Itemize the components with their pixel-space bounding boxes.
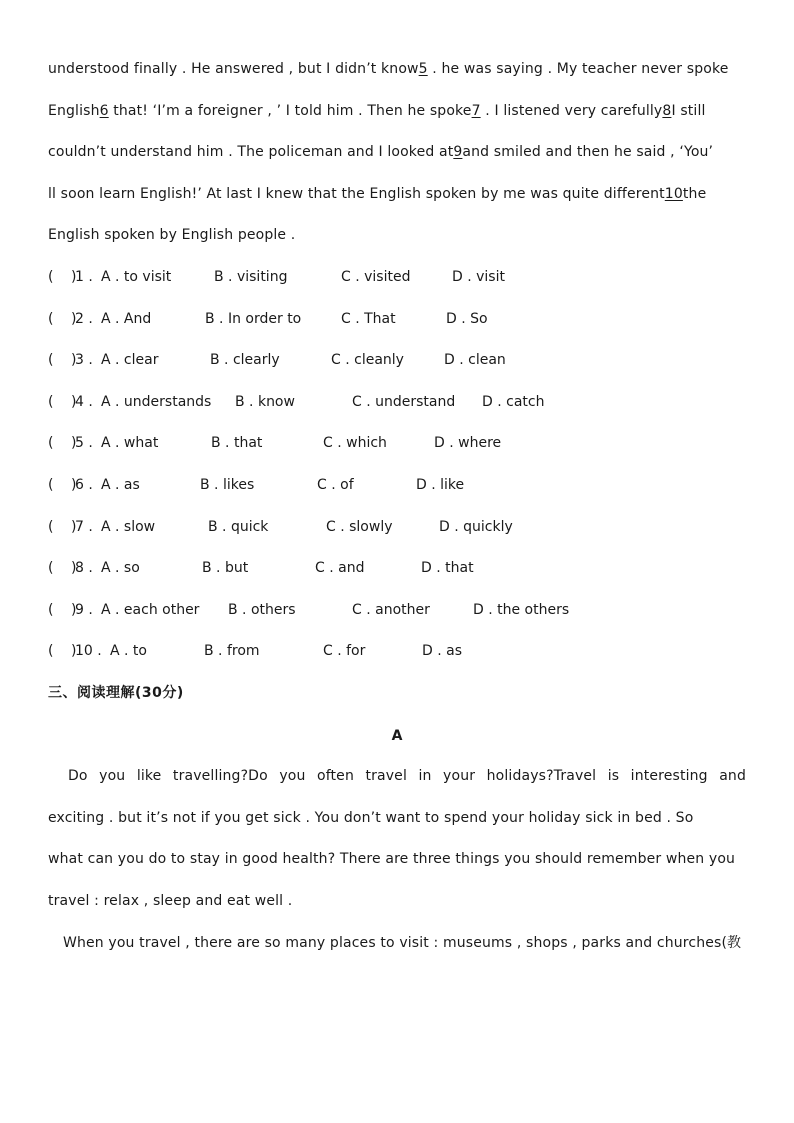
question-7: ( ) 7 . A . slow B . quick C . slowly D . quickly: [48, 519, 513, 535]
option-c: C . and: [315, 560, 365, 576]
option-c: C . That: [341, 311, 396, 327]
option-d: D . like: [416, 477, 465, 493]
question-10: ( ) 10 . A . to B . from C . for D . as: [48, 643, 463, 659]
option-d: D . where: [434, 435, 502, 451]
section-title: 三、阅读理解(30分): [48, 685, 184, 701]
option-c: C . of: [317, 477, 354, 493]
option-b: B . likes: [200, 477, 255, 493]
option-d: D . quickly: [439, 519, 513, 535]
option-d: D . catch: [482, 394, 545, 410]
question-8: ( ) 8 . A . so B . but C . and D . that: [48, 560, 474, 576]
option-a: A . to: [110, 643, 147, 659]
question-2: ( ) 2 . A . And B . In order to C . That D . So: [48, 311, 488, 327]
option-b: B . visiting: [214, 269, 288, 285]
passage-heading: A: [391, 728, 403, 744]
passage-a-line-1: Do you like travelling?Do you often travel in your holidays?Travel is interesting and: [68, 768, 746, 784]
passage-a-line-3: what can you do to stay in good health? There are three things you should remember when you: [48, 851, 736, 867]
blank-10: 10: [664, 186, 683, 202]
blank-7: 7: [471, 103, 481, 119]
passage-a-line-5: When you travel , there are so many places to visit : museums , shops , parks and churches(教: [63, 935, 742, 951]
option-a: A . to visit: [101, 269, 172, 285]
option-b: B . know: [235, 394, 295, 410]
passage-line-3: couldn’t understand him . The policeman and I looked at9and smiled and then he said , ‘You’: [48, 144, 714, 160]
option-d: D . So: [446, 311, 488, 327]
option-b: B . quick: [208, 519, 269, 535]
option-b: B . clearly: [210, 352, 280, 368]
option-c: C . another: [352, 602, 430, 618]
passage-line-5: English spoken by English people .: [48, 227, 296, 243]
option-a: A . slow: [101, 519, 156, 535]
blank-5: 5: [418, 61, 428, 77]
option-b: B . from: [204, 643, 260, 659]
passage-line-4: ll soon learn English!’ At last I knew that the English spoken by me was quite different10the: [48, 186, 707, 202]
option-b: B . others: [228, 602, 296, 618]
option-d: D . clean: [444, 352, 506, 368]
blank-6: 6: [99, 103, 109, 119]
option-a: A . so: [101, 560, 140, 576]
option-d: D . as: [422, 643, 463, 659]
option-b: B . but: [202, 560, 249, 576]
option-c: C . understand: [352, 394, 456, 410]
option-d: D . the others: [473, 602, 570, 618]
option-b: B . that: [211, 435, 263, 451]
option-c: C . cleanly: [331, 352, 404, 368]
option-a: A . what: [101, 435, 159, 451]
passage-line-2: English6 that! ‘I’m a foreigner , ’ I told him . Then he spoke7 . I listened very carefully8I still: [48, 103, 706, 119]
blank-8: 8: [662, 103, 672, 119]
question-9: ( ) 9 . A . each other B . others C . another D . the others: [48, 602, 570, 618]
option-c: C . which: [323, 435, 387, 451]
question-6: ( ) 6 . A . as B . likes C . of D . like: [48, 477, 465, 493]
passage-line-1: understood finally . He answered , but I didn’t know5 . he was saying . My teacher never spoke: [48, 61, 729, 77]
question-1: ( ) 1 . A . to visit B . visiting C . visited D . visit: [48, 269, 505, 285]
question-4: ( ) 4 . A . understands B . know C . understand D . catch: [48, 394, 545, 410]
blank-9: 9: [453, 144, 463, 160]
option-a: A . And: [101, 311, 152, 327]
option-d: D . visit: [452, 269, 505, 285]
option-b: B . In order to: [205, 311, 302, 327]
passage-a-line-2: exciting . but it’s not if you get sick . You don’t want to spend your holiday sick in bed . So: [48, 810, 694, 826]
option-a: A . clear: [101, 352, 159, 368]
question-5: ( ) 5 . A . what B . that C . which D . where: [48, 435, 502, 451]
passage-a-line-4: travel : relax , sleep and eat well .: [48, 893, 293, 909]
option-d: D . that: [421, 560, 474, 576]
option-c: C . slowly: [326, 519, 393, 535]
option-a: A . understands: [101, 394, 212, 410]
option-a: A . each other: [101, 602, 200, 618]
question-3: ( ) 3 . A . clear B . clearly C . cleanly D . clean: [48, 352, 506, 368]
option-c: C . visited: [341, 269, 411, 285]
option-a: A . as: [101, 477, 140, 493]
option-c: C . for: [323, 643, 366, 659]
